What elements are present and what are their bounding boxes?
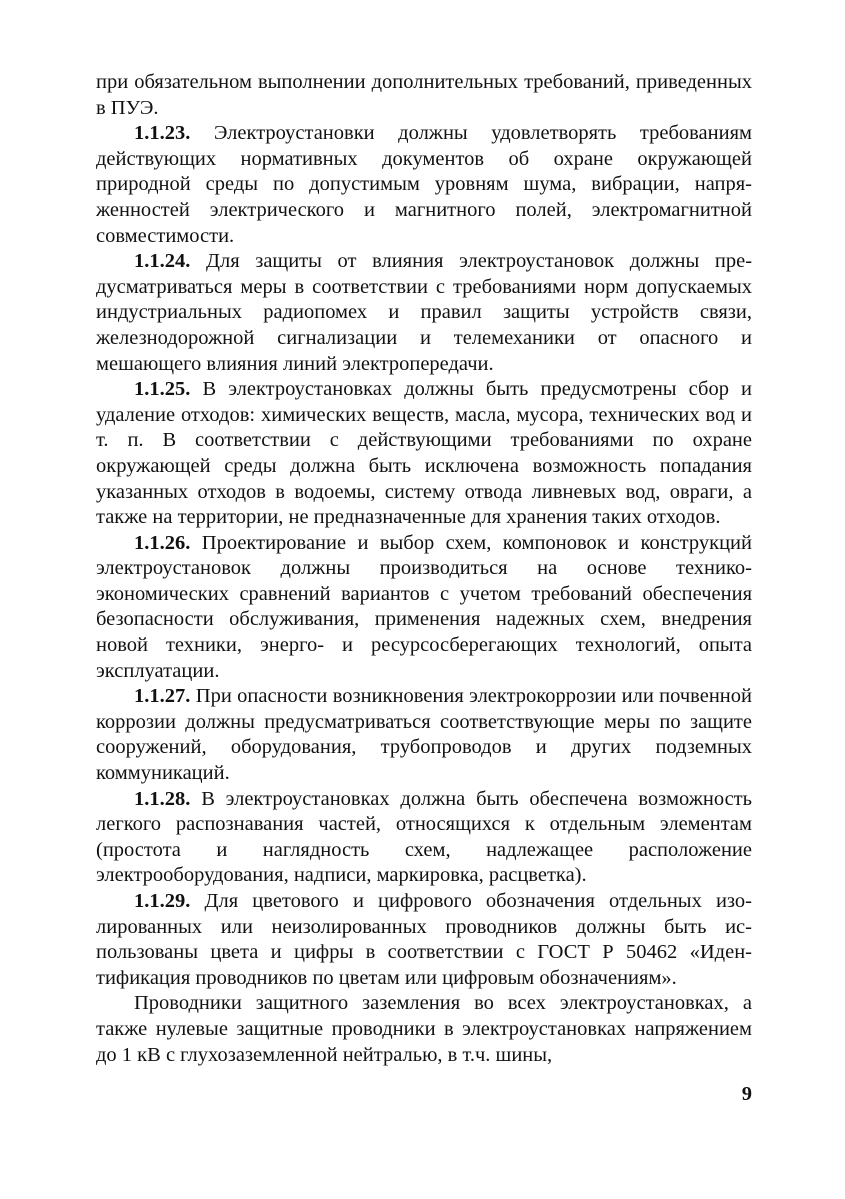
- clause-text: Проектирование и выбор схем, компоновок и конструкций электроустановок должны производиться на основе технико-экономических сравнений вариантов с учетом требований обеспечения безопасности обслуживания, применения надежных схем, внедрения новой техники, энерго- и ресурсосберегающих технологий, опыта эксплуатации.: [96, 531, 752, 682]
- clause-number: 1.1.27.: [134, 685, 191, 708]
- clause-1-1-29: [96, 889, 752, 991]
- clause-1-1-27: [96, 684, 752, 786]
- page-number: 9: [741, 1083, 752, 1105]
- clause-1-1-26: [96, 531, 752, 685]
- clause-number: 1.1.29.: [134, 890, 191, 912]
- clause-text: Для цветового и цифрового обозначения отдельных изолированных или неизолированных проводников должны быть использованы цвета и цифры в соответствии с ГОСТ Р 50462 «Идентификация проводников по цветам или цифровым обозначениям».: [96, 890, 752, 989]
- clause-number: 1.1.26.: [134, 531, 191, 554]
- clause-text: В электроустановках должны быть предусмотрены сбор и удаление отходов: химических веществ, масла, мусора, технических вод и т. п. В соответствии с действующими требованиями по охране окружающей среды должна быть исключена возможность попадания указанных отходов в водоемы, систему отвода ливневых вод, овраги, а также на территории, не предназначенные для хранения таких отходов.: [96, 378, 752, 529]
- clause-number: 1.1.24.: [134, 250, 191, 273]
- final-paragraph: Проводники защитного заземления во всех электроустановках, а также нулевые защитные проводники в электроустановках напряжением до 1 кВ с глухозаземленной нейтралью, в т.ч. шины,: [96, 992, 752, 1066]
- clause-number: 1.1.25.: [134, 378, 191, 401]
- clause-number: 1.1.28.: [134, 787, 191, 810]
- clause-1-1-28: [96, 787, 752, 889]
- clause-text: При опасности возникновения электрокоррозии или почвенной коррозии должны предусматриваться соответствующие меры по защите сооружений, оборудования, трубопроводов и других подземных коммуникаций.: [96, 685, 753, 785]
- clause-1-1-23: [96, 121, 752, 249]
- clause-1-1-25: [96, 377, 752, 531]
- clause-1-1-24: [96, 249, 752, 377]
- clause-number: 1.1.23.: [134, 122, 191, 145]
- clause-text: Для защиты от влияния электроустановок должны предусматриваться меры в соответствии с требованиями норм допускаемых индустриальных радиопомех и правил защиты устройств связи, железнодорожной сигнализации и телемеханики от опасного и мешающего влияния линий электропередачи.: [96, 250, 753, 375]
- document-page: [96, 70, 752, 1068]
- lead-paragraph: при обязательном выполнении дополнительных требований, приведенных в ПУЭ.: [96, 71, 752, 119]
- clause-text: Электроустановки должны удовлетворять требованиям действующих нормативных документов об охране окружающей природной среды по допустимым уровням шума, вибрации, напряженностей электрического и магнитного полей, электромагнитной совместимости.: [96, 122, 752, 247]
- clause-text: В электроустановках должна быть обеспечена возможность легкого распознавания частей, относящихся к отдельным элементам (простота и наглядность схем, надлежащее расположение электрооборудования, надписи, маркировка, расцветка).: [96, 787, 752, 887]
